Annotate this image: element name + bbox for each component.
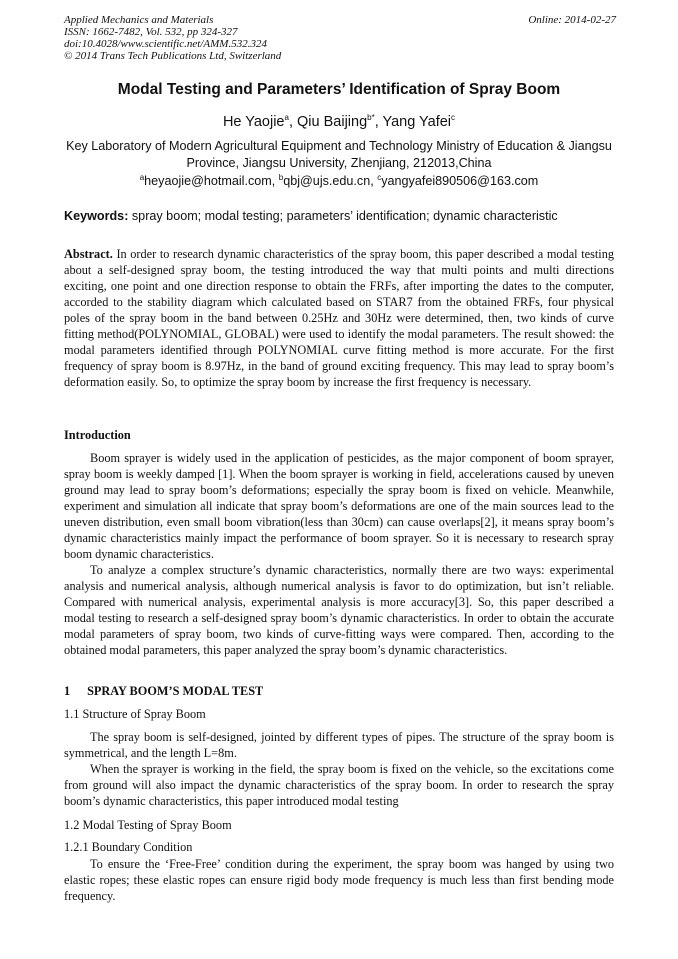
email-list xyxy=(40,174,638,188)
issn-line: ISSN: 1662-7482, Vol. 532, pp 324-327 xyxy=(64,26,238,38)
section-1-2-1-body xyxy=(64,856,614,904)
author-separator: , xyxy=(288,114,298,130)
section-1-1-heading: 1.1 Structure of Spray Boom xyxy=(64,707,206,721)
author-name: Yang Yafei xyxy=(382,114,452,130)
paragraph: To analyze a complex structure’s dynamic characteristics, normally there are two ways: experimental analysis and numerical analysis, although numerical analysis is favor to do optimization, but isn’t reliable. Compared with numerical analysis, experimental analysis is more accuracy[3]. So, this paper described a modal testing to research a self-designed spray boom’s dynamic characteristics. In order to obtain the accurate modal parameters of spray boom, two kinds of curve-fitting ways were compared. Then, according to the obtained modal parameters, this paper analyzed the spray boom’s dynamic characteristics. xyxy=(64,563,614,657)
paragraph: When the sprayer is working in the field, the spray boom is fixed on the vehicle, so the excitations come from ground will also impact the dynamic characteristics of the spray boom. In order to research the spray boom’s dynamic characteristics, this paper introduced modal testing xyxy=(64,762,614,808)
affiliation xyxy=(60,138,618,172)
abstract-label: Abstract. xyxy=(64,247,113,261)
affiliation-line: Key Laboratory of Modern Agricultural Equipment and Technology Ministry of Education & Jiangsu xyxy=(66,139,612,153)
section-1-heading xyxy=(64,684,263,699)
email-separator: , xyxy=(271,174,279,188)
keywords xyxy=(64,209,620,223)
doi-line: doi:10.4028/www.scientific.net/AMM.532.324 xyxy=(64,38,267,50)
affiliation-line: Province, Jiangsu University, Zhenjiang, 212013,China xyxy=(186,156,492,170)
email-mark: a xyxy=(139,172,145,182)
section-number: 1 xyxy=(64,684,71,698)
section-1-2-heading: 1.2 Modal Testing of Spray Boom xyxy=(64,818,232,832)
introduction-body xyxy=(64,450,614,658)
author-separator: , xyxy=(374,114,383,130)
email-mark: b xyxy=(278,172,284,182)
email-address: yangyafei890506@163.com xyxy=(381,174,539,188)
email-address: qbj@ujs.edu.cn xyxy=(283,174,371,188)
section-title: SPRAY BOOM’S MODAL TEST xyxy=(87,684,264,698)
paper-title: Modal Testing and Parameters’ Identification of Spray Boom xyxy=(117,81,561,98)
paragraph: To ensure the ‘Free-Free’ condition during the experiment, the spray boom was hanged by using two elastic ropes; these elastic ropes can ensure rigid body mode frequency is much less than first bending mode frequency. xyxy=(64,857,614,903)
online-date: Online: 2014-02-27 xyxy=(528,14,616,26)
introduction-heading: Introduction xyxy=(64,428,131,442)
author-affil-mark: b* xyxy=(367,113,375,123)
email-address: heyaojie@hotmail.com xyxy=(144,174,272,188)
paragraph: The spray boom is self-designed, jointed by different types of pipes. The structure of the spray boom is symmetrical, and the length L=8m. xyxy=(64,730,614,760)
section-1-1-body xyxy=(64,729,614,809)
paragraph: Boom sprayer is widely used in the application of pesticides, as the major component of boom sprayer, spray boom is weekly damped [1]. When the boom sprayer is working in field, accelerations caused by uneven ground may lead to spray boom’s deformations; especially the spray boom is fixed on vehicle. Meanwhile, experiment and simulation all indicate that spray boom’s deformations are one of the main sources lead to the uneven distribution, even small boom vibration(less than 30cm) can cause overlaps[2], it means spray boom’s dynamic characteristics mainly impact the performance of boom sprayer. So it is necessary to research spray boom dynamic characteristics. xyxy=(64,451,614,561)
journal-header xyxy=(64,14,616,62)
author-affil-mark: a xyxy=(284,113,289,123)
keywords-text: spray boom; modal testing; parameters’ identification; dynamic characteristic xyxy=(128,209,558,223)
email-separator: , xyxy=(370,174,378,188)
author-affil-mark: c xyxy=(451,113,456,123)
journal-name: Applied Mechanics and Materials xyxy=(64,14,214,26)
author-name: He Yaojie xyxy=(222,114,285,130)
keywords-label: Keywords: xyxy=(64,209,129,223)
abstract-text: In order to research dynamic characteristics of the spray boom, this paper described a modal testing about a self-designed spray boom, the testing introduced the way that multi points and multi directions exciting, one point and one direction response to obtain the FRFs, after importing the dates to the computer, accorded to the stability diagram which calculated based on STAR7 from the obtained FRFs, four physical poles of the spray boom in the band between 0.25Hz and 30Hz were determined, then, two kinds of curve fitting method(POLYNOMIAL, GLOBAL) were used to identify the modal parameters. The result showed: the modal parameters identified through POLYNOMIAL curve fitting method is more accurate. For the first frequency of spray boom is 8.97Hz, in the band of ground exciting frequency. This may lead to spray boom’s deformation easily. So, to optimize the spray boom by increase the first frequency is necessary. xyxy=(64,247,614,389)
author-list xyxy=(40,114,638,130)
author-name: Qiu Baijing xyxy=(297,114,368,130)
abstract xyxy=(64,246,614,390)
section-1-2-1-heading: 1.2.1 Boundary Condition xyxy=(64,840,193,854)
email-mark: c xyxy=(377,172,382,182)
copyright-line: © 2014 Trans Tech Publications Ltd, Switzerland xyxy=(64,50,282,62)
